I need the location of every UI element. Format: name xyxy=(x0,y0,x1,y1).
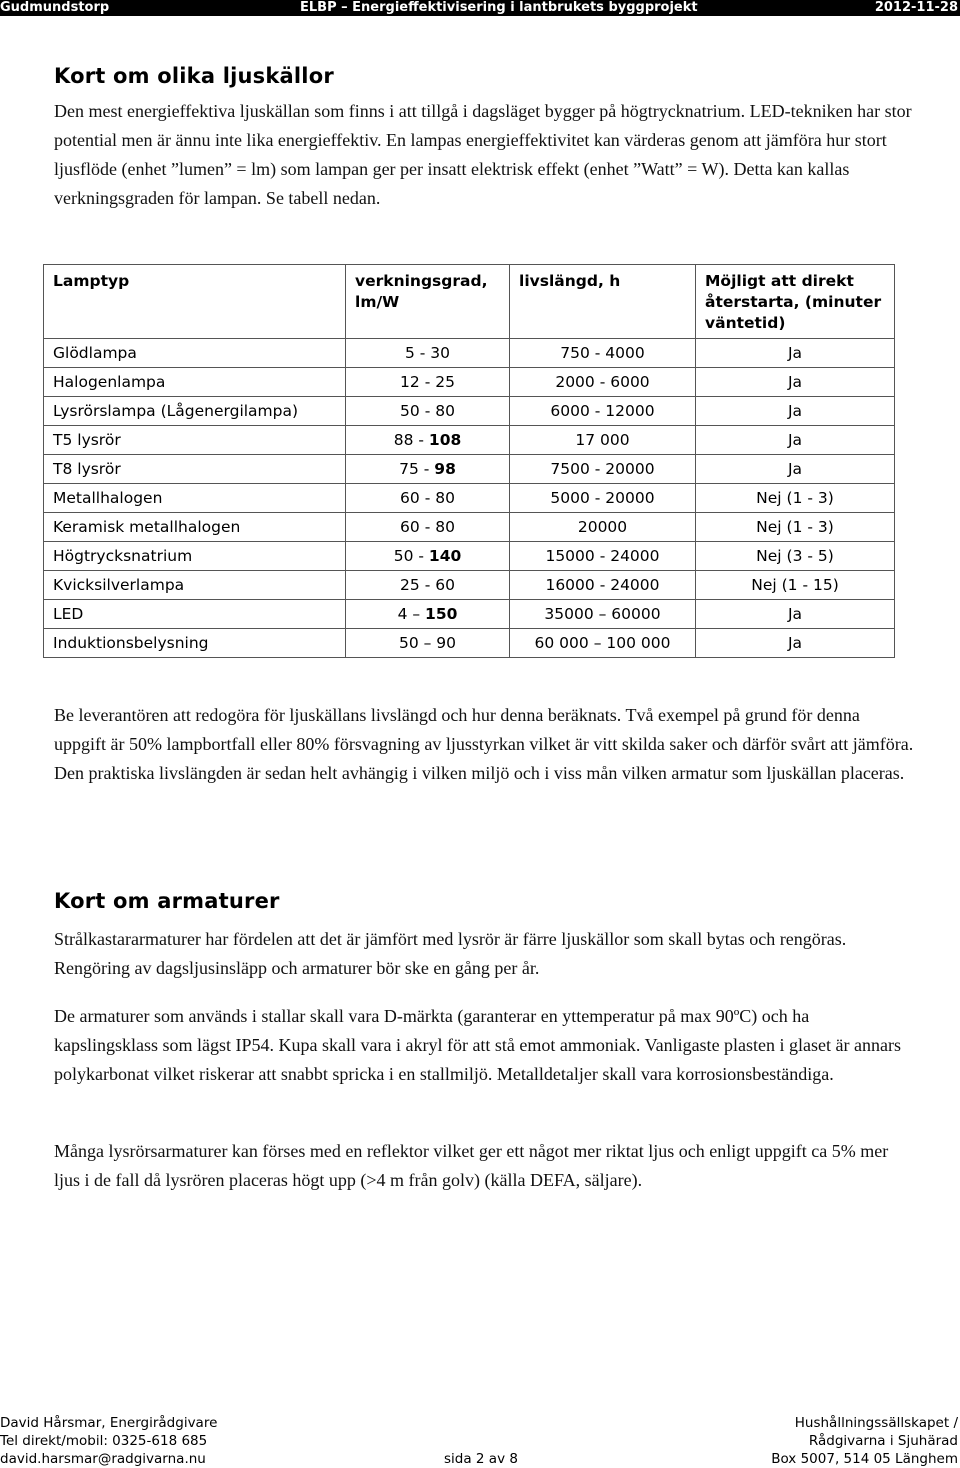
cell-lamp-type: Högtrycksnatrium xyxy=(44,542,346,571)
cell-lifetime: 5000 - 20000 xyxy=(510,484,696,513)
cell-lamp-type: Lysrörslampa (Lågenergilampa) xyxy=(44,397,346,426)
cell-lamp-type: T8 lysrör xyxy=(44,455,346,484)
cell-restart: Nej (3 - 5) xyxy=(696,542,895,571)
cell-lifetime: 60 000 – 100 000 xyxy=(510,629,696,658)
lifetime-paragraph: Be leverantören att redogöra för ljuskällans livslängd och hur denna beräknats. Två exempel på grund för denna uppgift är 50% lampbortfall eller 80% försvagning av ljusstyrkan vilket är vitt skilda saker och därför svårt att jämföra. Den praktiska livslängden är sedan helt avhängig i vilken miljö och i viss mån vilken armatur som ljuskällan placeras. xyxy=(54,705,914,783)
cell-lamp-type: Induktionsbelysning xyxy=(44,629,346,658)
cell-lifetime: 15000 - 24000 xyxy=(510,542,696,571)
luminaires-paragraph-1: Strålkastararmaturer har fördelen att det är jämfört med lysrör är färre ljuskällor som skall bytas och rengöras. Rengöring av dagsljusinsläpp och armaturer bör ske en gång per år. xyxy=(54,929,847,978)
cell-restart: Nej (1 - 3) xyxy=(696,513,895,542)
page-header xyxy=(0,0,960,16)
cell-lamp-type: Glödlampa xyxy=(44,339,346,368)
table-row xyxy=(44,339,895,368)
table-row xyxy=(44,397,895,426)
footer-organization xyxy=(771,1414,958,1468)
cell-lifetime: 7500 - 20000 xyxy=(510,455,696,484)
footer-phone: Tel direkt/mobil: 0325-618 685 xyxy=(0,1433,208,1449)
cell-lifetime: 2000 - 6000 xyxy=(510,368,696,397)
footer-contact xyxy=(0,1414,217,1468)
section-title-light-sources: Kort om olika ljuskällor xyxy=(54,64,334,88)
header-left: Gudmundstorp xyxy=(0,0,110,15)
cell-efficiency: 25 - 60 xyxy=(346,571,510,600)
cell-efficiency: 60 - 80 xyxy=(346,513,510,542)
luminaires-paragraph-2: De armaturer som används i stallar skall vara D-märkta (garanterar en yttemperatur på max 90ºC) och ha kapslingsklass som lägst IP54. Kupa skall vara i akryl för att stå emot ammoniak. Vanligaste plasten i glaset är annars polykarbonat vilket riskerar att snabbt spricka i en stallmiljö. Metalldetaljer skall vara korrosionsbeständiga. xyxy=(54,1006,901,1084)
table-row xyxy=(44,542,895,571)
cell-efficiency: 5 - 30 xyxy=(346,339,510,368)
cell-restart: Ja xyxy=(696,397,895,426)
cell-efficiency: 60 - 80 xyxy=(346,484,510,513)
table-row xyxy=(44,368,895,397)
intro-paragraph: Den mest energieffektiva ljuskällan som finns i att tillgå i dagsläget bygger på högtrycknatrium. LED-tekniken har stor potential men är ännu inte lika energieffektiv. En lampas energieffektivitet kan värderas genom att jämföra hur stort ljusflöde (enhet ”lumen” = lm) som lampan ger per insatt elektrisk effekt (enhet ”Watt” = W). Detta kan kallas verkningsgraden för lampan. Se tabell nedan. xyxy=(54,101,912,208)
cell-efficiency: 50 – 90 xyxy=(346,629,510,658)
cell-lifetime: 750 - 4000 xyxy=(510,339,696,368)
table-row xyxy=(44,600,895,629)
footer-name: David Hårsmar, Energirådgivare xyxy=(0,1415,218,1431)
header-lifetime: livslängd, h xyxy=(510,265,696,339)
footer-org-line2: Rådgivarna i Sjuhärad xyxy=(808,1433,958,1449)
cell-lamp-type: Keramisk metallhalogen xyxy=(44,513,346,542)
cell-lifetime: 17 000 xyxy=(510,426,696,455)
lamp-table xyxy=(43,264,895,658)
footer-org-line1: Hushållningssällskapet / xyxy=(794,1415,958,1431)
table-header-row xyxy=(44,265,895,339)
cell-restart: Ja xyxy=(696,455,895,484)
footer-page-number: sida 2 av 8 xyxy=(444,1451,518,1467)
cell-restart: Ja xyxy=(696,629,895,658)
header-title: ELBP – Energieffektivisering i lantbrukets byggprojekt xyxy=(300,0,698,15)
cell-lamp-type: T5 lysrör xyxy=(44,426,346,455)
cell-restart: Ja xyxy=(696,339,895,368)
luminaires-paragraph-3: Många lysrörsarmaturer kan förses med en reflektor vilket ger ett något mer riktat ljus och enligt uppgift ca 5% mer ljus i de fall då lysrören placeras högt upp (>4 m från golv) (källa DEFA, säljare). xyxy=(54,1141,889,1190)
table-row xyxy=(44,426,895,455)
cell-efficiency: 12 - 25 xyxy=(346,368,510,397)
table-row xyxy=(44,484,895,513)
header-date: 2012-11-28 xyxy=(874,0,958,15)
header-efficiency: verkningsgrad, lm/W xyxy=(346,265,510,339)
cell-lamp-type: Halogenlampa xyxy=(44,368,346,397)
cell-efficiency: 4 – 150 xyxy=(346,600,510,629)
footer-address: Box 5007, 514 05 Länghem xyxy=(771,1451,958,1467)
header-lamp-type: Lamptyp xyxy=(44,265,346,339)
table-row xyxy=(44,455,895,484)
header-restart: Möjligt att direkt återstarta, (minuter väntetid) xyxy=(696,265,895,339)
table-row xyxy=(44,513,895,542)
cell-lifetime: 35000 – 60000 xyxy=(510,600,696,629)
cell-restart: Nej (1 - 15) xyxy=(696,571,895,600)
section-title-luminaires: Kort om armaturer xyxy=(54,889,280,913)
cell-lifetime: 16000 - 24000 xyxy=(510,571,696,600)
cell-restart: Ja xyxy=(696,426,895,455)
cell-efficiency: 50 - 80 xyxy=(346,397,510,426)
cell-lifetime: 20000 xyxy=(510,513,696,542)
table-row xyxy=(44,571,895,600)
cell-efficiency: 50 - 140 xyxy=(346,542,510,571)
cell-lamp-type: Kvicksilverlampa xyxy=(44,571,346,600)
footer-email[interactable]: david.harsmar@radgivarna.nu xyxy=(0,1451,206,1467)
cell-lifetime: 6000 - 12000 xyxy=(510,397,696,426)
cell-restart: Ja xyxy=(696,600,895,629)
table-row xyxy=(44,629,895,658)
cell-lamp-type: LED xyxy=(44,600,346,629)
cell-restart: Nej (1 - 3) xyxy=(696,484,895,513)
cell-lamp-type: Metallhalogen xyxy=(44,484,346,513)
cell-efficiency: 88 - 108 xyxy=(346,426,510,455)
cell-efficiency: 75 - 98 xyxy=(346,455,510,484)
cell-restart: Ja xyxy=(696,368,895,397)
